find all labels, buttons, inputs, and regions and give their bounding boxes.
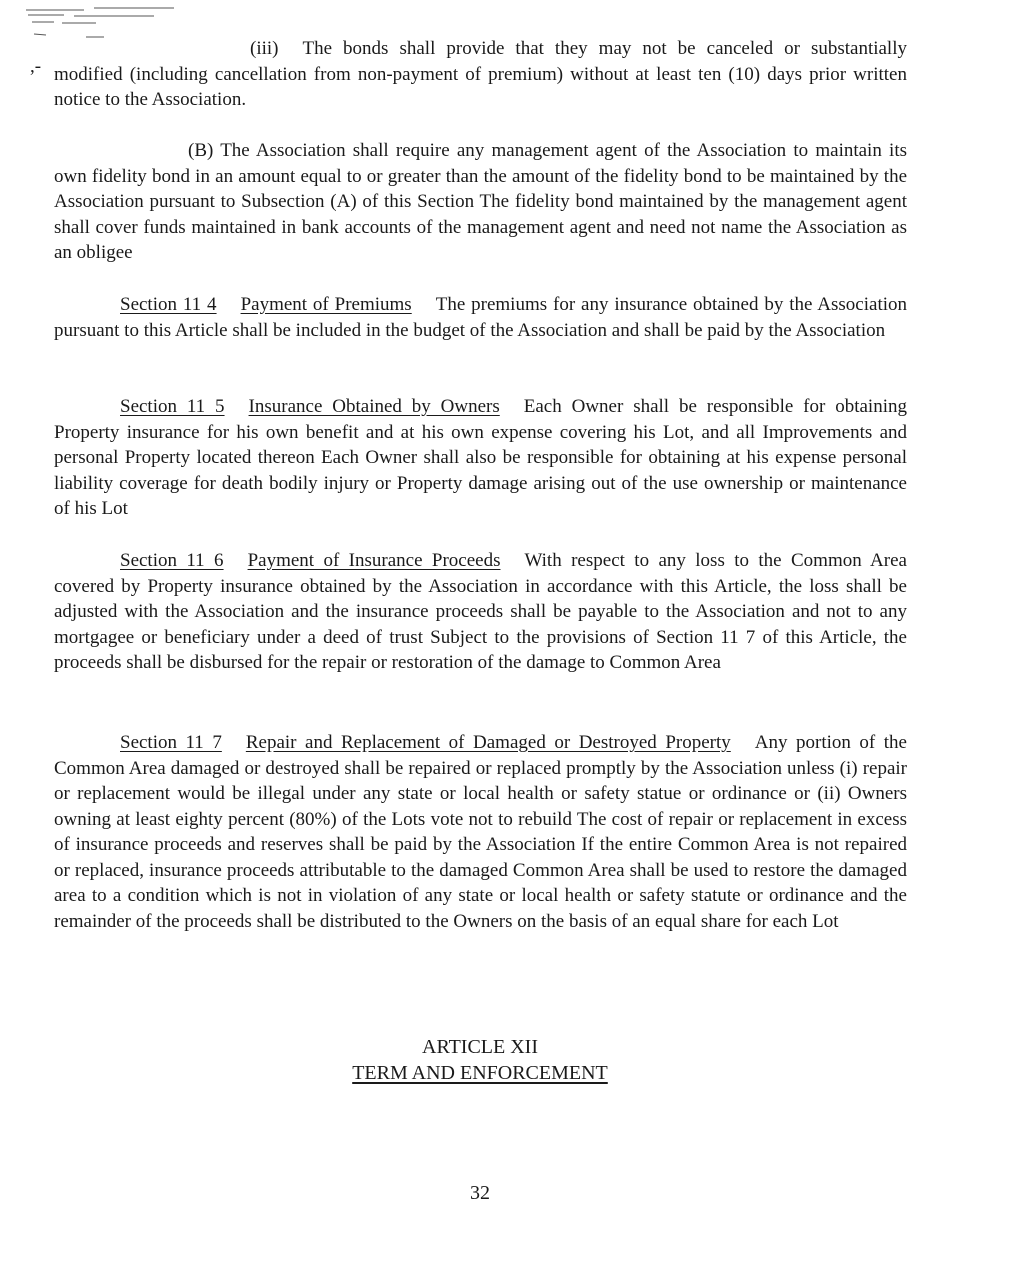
para-b-text: The Association shall require any management agent of the Association to maintain its own fidelity bond in an amount equal to or greater than the amount of the fidelity bond to be maintained by the Association pursuant to Subsection (A) of this Section The fidelity bond maintained by the management agent shall cover funds maintained in bank accounts of the management agent and need not name the Association as an obligee <box>54 140 907 263</box>
section-11-6-title: Payment of Insurance Proceeds <box>247 550 501 571</box>
paragraph-iii <box>54 36 907 113</box>
section-11-4-label: Section 11 4 <box>120 294 217 315</box>
section-11-7-title: Repair and Replacement of Damaged or Destroyed Property <box>245 732 731 753</box>
para-iii-text: The bonds shall provide that they may not be canceled or substantially modified (including cancellation from non-payment of premium) without at least ten (10) days prior written notice to the Association. <box>54 38 907 110</box>
section-11-6-text: With respect to any loss to the Common Area covered by Property insurance obtained by the Association in accordance with this Article, the loss shall be adjusted with the Association and the insurance proceeds shall be payable to the Association and not to any mortgagee or beneficiary under a deed of trust Subject to the provisions of Section 11 7 of this Article, the proceeds shall be disbursed for the repair or restoration of the damage to Common Area <box>54 550 907 673</box>
article-title: TERM AND ENFORCEMENT <box>352 1062 608 1084</box>
paragraph-b <box>54 138 907 266</box>
para-iii-marker: (iii) <box>250 38 279 59</box>
section-11-5-title: Insurance Obtained by Owners <box>248 396 500 417</box>
section-11-6 <box>54 548 907 676</box>
section-11-4-text: The premiums for any insurance obtained by the Association pursuant to this Article shall be included in the budget of the Association and shall be paid by the Association <box>54 294 907 341</box>
section-11-5-text: Each Owner shall be responsible for obtaining Property insurance for his own benefit and at his own expense covering his Lot, and all Improvements and personal Property located thereon Each Owner shall also be responsible for obtaining at his expense personal liability coverage for death bodily injury or Property damage arising out of the use ownership or maintenance of his Lot <box>54 396 907 519</box>
para-b-marker: (B) <box>188 140 214 161</box>
section-11-5 <box>54 394 907 522</box>
section-11-6-label: Section 11 6 <box>120 550 224 571</box>
scan-dash: ,- <box>30 56 42 77</box>
section-11-7 <box>54 730 907 934</box>
section-11-4 <box>54 292 907 343</box>
section-11-5-label: Section 11 5 <box>120 396 225 417</box>
article-number: ARTICLE XII <box>422 1036 538 1058</box>
section-11-7-text: Any portion of the Common Area damaged or destroyed shall be repaired or replaced promptly by the Association unless (i) repair or replacement would be illegal under any state or local health or safety statue or ordinance or (ii) Owners owning at least eighty percent (80%) of the Lots vote not to rebuild The cost of repair or replacement in excess of insurance proceeds and reserves shall be paid by the Association If the entire Common Area is not repaired or replaced, insurance proceeds attributable to the damaged Common Area shall be used to restore the damaged area to a condition which is not in violation of any state or local health or safety statute or ordinance and the remainder of the proceeds shall be distributed to the Owners on the basis of an equal share for each Lot <box>54 732 907 932</box>
section-11-7-label: Section 11 7 <box>120 732 222 753</box>
page-number: 32 <box>470 1182 490 1204</box>
section-11-4-title: Payment of Premiums <box>240 294 412 315</box>
